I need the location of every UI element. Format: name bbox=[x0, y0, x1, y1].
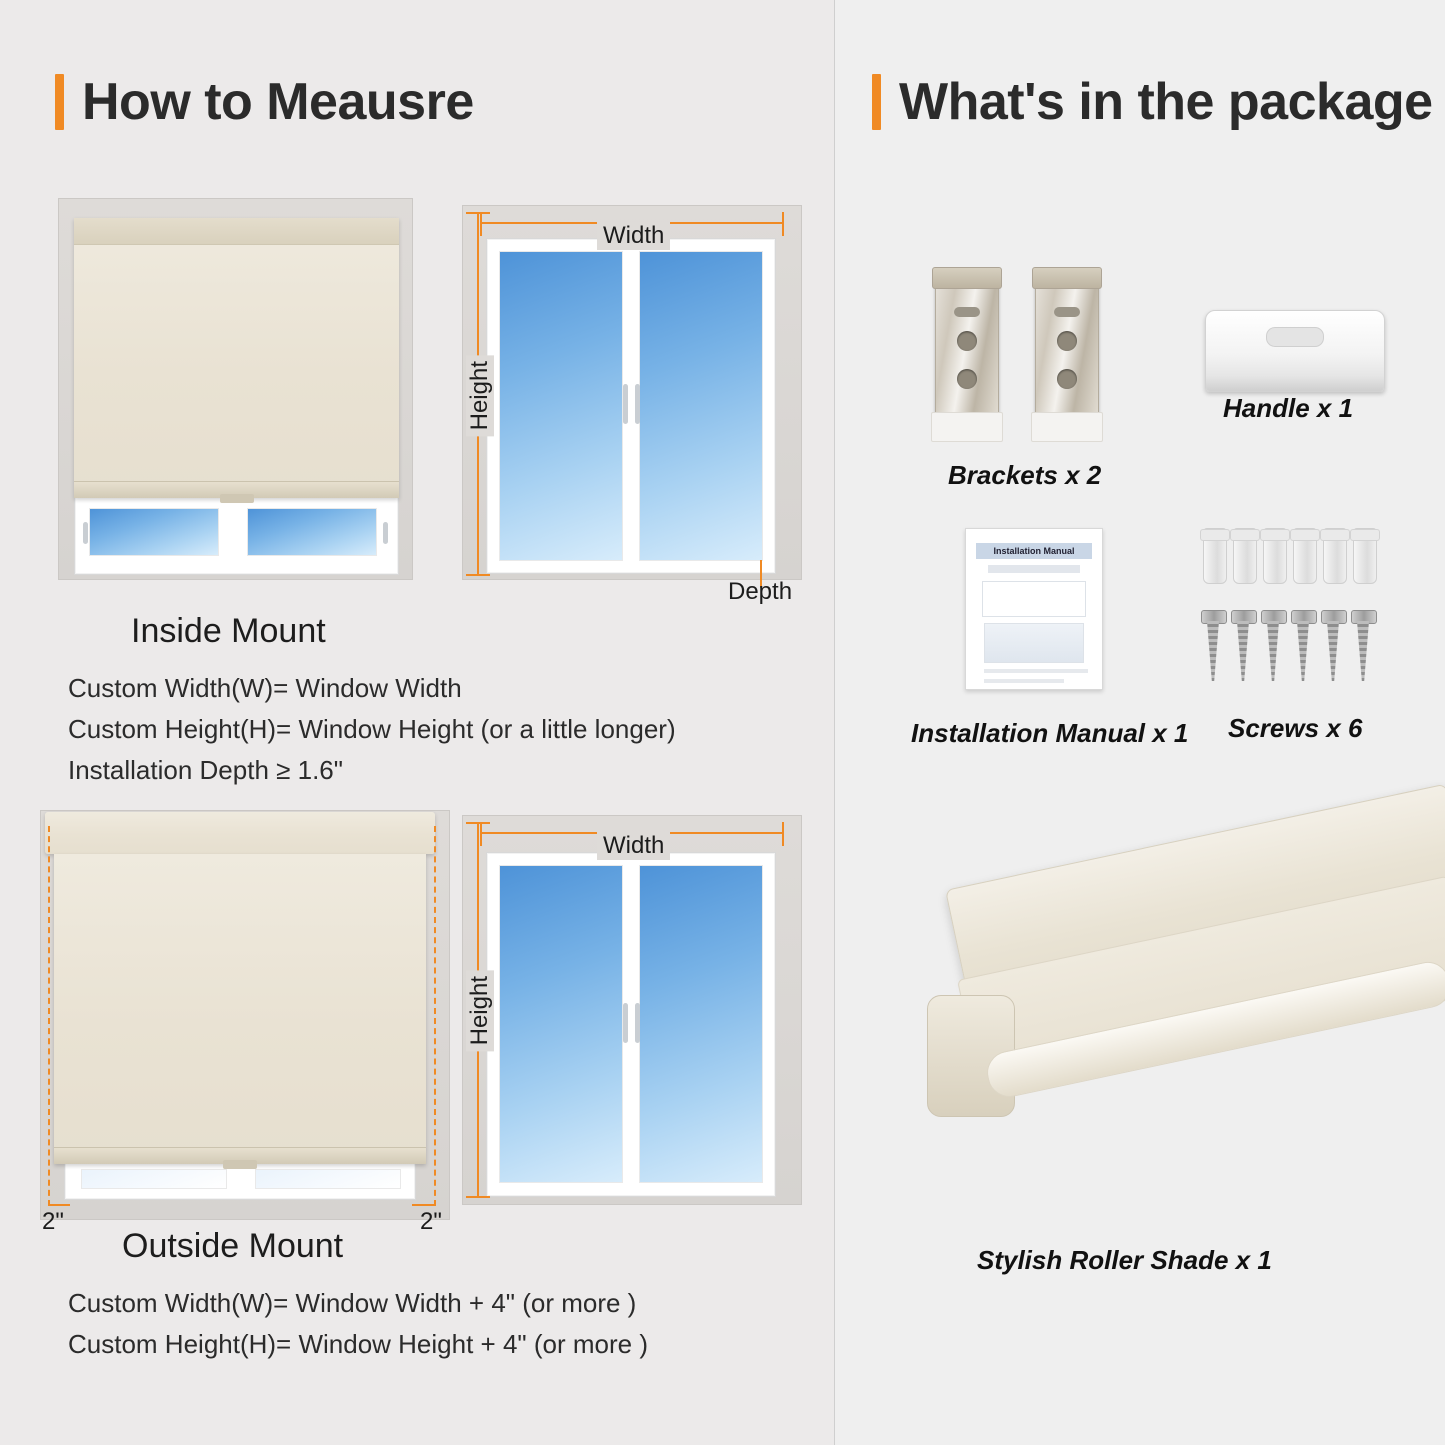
bracket-slot bbox=[1054, 307, 1080, 317]
inside-measure-window bbox=[486, 238, 776, 574]
wall-anchor-icon bbox=[1203, 528, 1227, 584]
overhang-left-arrow bbox=[48, 1204, 70, 1206]
bracket-cap bbox=[1032, 267, 1102, 289]
screws-caption: Screws x 6 bbox=[1228, 713, 1363, 743]
screw-shaft bbox=[1327, 621, 1339, 681]
screw-shaft bbox=[1207, 621, 1219, 681]
screw-icon bbox=[1235, 610, 1251, 690]
accent-bar bbox=[872, 74, 881, 130]
manual-cover-picture bbox=[984, 623, 1084, 663]
wall-anchor-icon bbox=[1233, 528, 1257, 584]
overhang-right-label: 2" bbox=[420, 1208, 442, 1235]
window-glass bbox=[639, 865, 763, 1183]
left-heading-text: How to Meausre bbox=[82, 73, 474, 131]
screw-shaft bbox=[1357, 621, 1369, 681]
handle-icon bbox=[1205, 310, 1385, 392]
handle-caption: Handle x 1 bbox=[1223, 393, 1354, 423]
inside-depth-label: Depth bbox=[728, 578, 793, 605]
outside-dashed-right bbox=[434, 826, 436, 1206]
window-glass bbox=[639, 251, 763, 561]
window-glass bbox=[255, 1169, 401, 1189]
outside-dashed-left bbox=[48, 826, 50, 1206]
outside-mount-title: Outside Mount bbox=[122, 1227, 344, 1265]
outside-measure-window bbox=[486, 852, 776, 1197]
bracket-icon bbox=[1035, 272, 1099, 424]
screw-shaft bbox=[1237, 621, 1249, 681]
bracket-slot bbox=[954, 307, 980, 317]
wall-anchor-icon bbox=[1263, 528, 1287, 584]
manual-cover-line bbox=[984, 679, 1064, 683]
wall-anchor-icon bbox=[1353, 528, 1377, 584]
window-handle bbox=[623, 384, 628, 424]
screw-icon bbox=[1265, 610, 1281, 690]
bracket-hole bbox=[957, 331, 977, 351]
inside-note-1: Custom Width(W)= Window Width bbox=[68, 673, 462, 703]
outside-note-1: Custom Width(W)= Window Width + 4" (or more ) bbox=[68, 1288, 637, 1318]
overhang-right-arrow bbox=[412, 1204, 434, 1206]
screw-shaft bbox=[1267, 621, 1279, 681]
bracket-hole bbox=[1057, 369, 1077, 389]
width-tick-right bbox=[782, 822, 784, 846]
screw-icon bbox=[1295, 610, 1311, 690]
inside-mount-notes bbox=[68, 670, 676, 793]
window-handle bbox=[623, 1003, 628, 1043]
outside-shade-headrail bbox=[45, 812, 435, 854]
width-tick-right bbox=[782, 212, 784, 236]
manual-cover-box bbox=[982, 581, 1086, 617]
outside-width-label: Width bbox=[597, 832, 670, 860]
screw-icon bbox=[1355, 610, 1371, 690]
overhang-left-label: 2" bbox=[42, 1208, 64, 1235]
manual-cover-title: Installation Manual bbox=[976, 543, 1092, 559]
window-glass bbox=[247, 508, 377, 556]
window-handle bbox=[635, 1003, 640, 1043]
inside-width-label: Width bbox=[597, 222, 670, 250]
inside-height-label: Height bbox=[466, 355, 494, 436]
inside-window-frame bbox=[74, 495, 399, 575]
width-tick-left bbox=[480, 212, 482, 236]
roller-shade-caption: Stylish Roller Shade x 1 bbox=[977, 1245, 1272, 1275]
installation-manual-icon bbox=[965, 528, 1103, 690]
right-panel bbox=[835, 0, 1445, 1445]
outside-mount-notes bbox=[68, 1285, 648, 1367]
outside-height-label: Height bbox=[466, 970, 494, 1051]
window-handle bbox=[383, 522, 388, 544]
screw-shaft bbox=[1297, 621, 1309, 681]
window-handle bbox=[83, 522, 88, 544]
window-glass bbox=[89, 508, 219, 556]
inside-roller-shade bbox=[74, 218, 399, 498]
window-glass bbox=[499, 865, 623, 1183]
bracket-foot bbox=[1031, 412, 1103, 442]
window-handle bbox=[635, 384, 640, 424]
window-glass bbox=[81, 1169, 227, 1189]
inside-mount-illustration bbox=[0, 0, 835, 650]
inside-note-2: Custom Height(H)= Window Height (or a little longer) bbox=[68, 713, 676, 744]
screw-icon bbox=[1325, 610, 1341, 690]
inside-note-3: Installation Depth ≥ 1.6" bbox=[68, 754, 343, 785]
bracket-hole bbox=[957, 369, 977, 389]
right-heading-text: What's in the package bbox=[899, 73, 1433, 131]
manual-cover-subtitle-bar bbox=[988, 565, 1080, 573]
bracket-cap bbox=[932, 267, 1002, 289]
shade-headrail bbox=[74, 218, 399, 245]
shade-bottom-rail bbox=[54, 1147, 426, 1164]
width-tick-left bbox=[480, 822, 482, 846]
outside-roller-shade bbox=[54, 854, 426, 1164]
window-glass bbox=[499, 251, 623, 561]
bracket-icon bbox=[935, 272, 999, 424]
screw-icon bbox=[1205, 610, 1221, 690]
outside-note-2: Custom Height(H)= Window Height + 4" (or more ) bbox=[68, 1328, 648, 1359]
manual-caption: Installation Manual x 1 bbox=[911, 718, 1189, 748]
shade-bottom-rail bbox=[74, 481, 399, 498]
wall-anchor-icon bbox=[1323, 528, 1347, 584]
bracket-foot bbox=[931, 412, 1003, 442]
right-panel-heading bbox=[872, 72, 1433, 132]
inside-mount-title: Inside Mount bbox=[131, 612, 326, 650]
bracket-hole bbox=[1057, 331, 1077, 351]
outside-mount-illustration bbox=[0, 790, 835, 1265]
roller-shade-photo bbox=[905, 860, 1445, 1260]
wall-anchor-icon bbox=[1293, 528, 1317, 584]
manual-cover-line bbox=[984, 669, 1088, 673]
brackets-caption: Brackets x 2 bbox=[948, 460, 1102, 490]
